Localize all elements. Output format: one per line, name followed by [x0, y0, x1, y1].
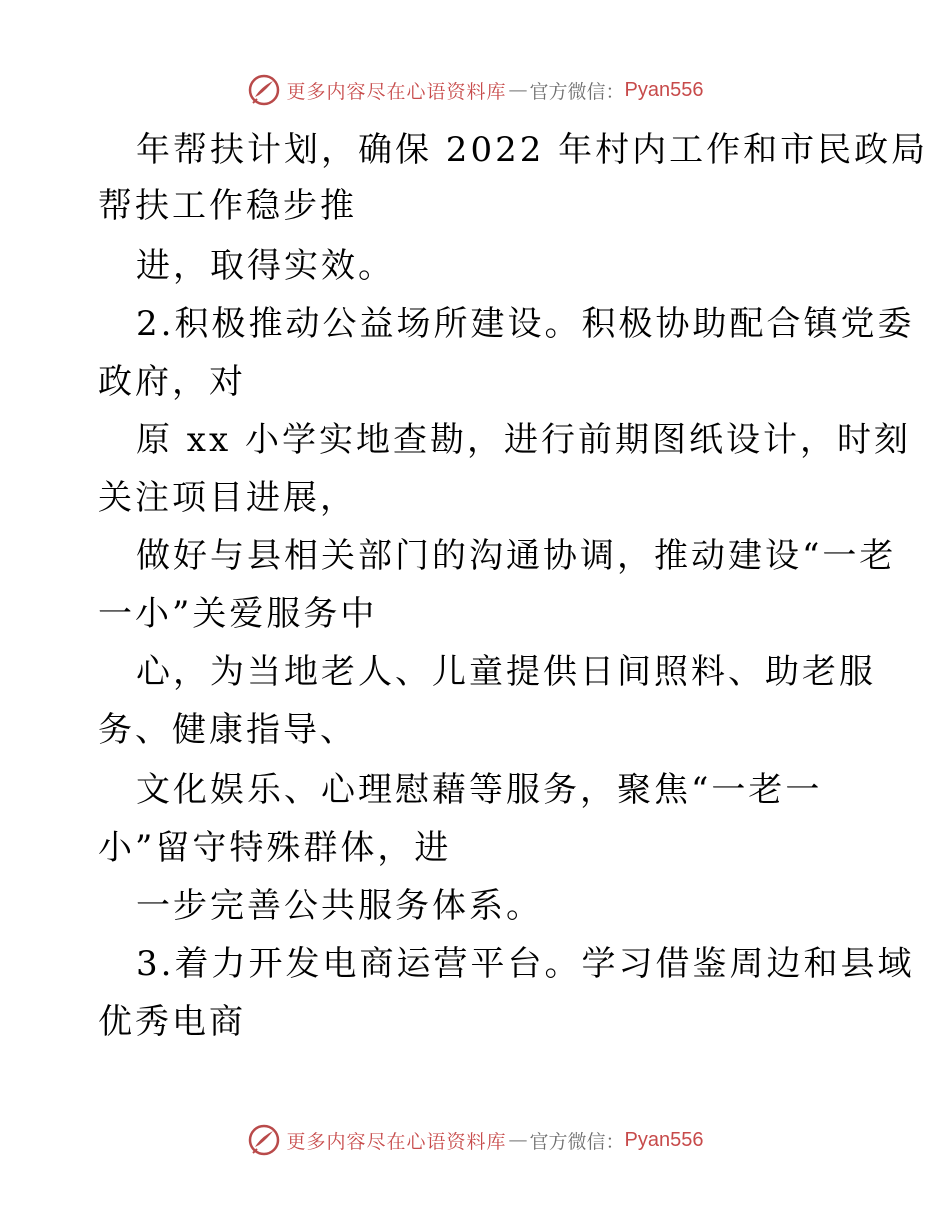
body-line: 小”留守特殊群体，进	[98, 828, 452, 868]
banner-wechat-id: Pyan556	[624, 78, 704, 101]
header-watermark-banner	[0, 70, 950, 110]
body-line: 文化娱乐、心理慰藉等服务，聚焦“一老一	[136, 770, 823, 810]
body-line: 优秀电商	[98, 1002, 246, 1042]
footer-watermark-banner	[0, 1120, 950, 1160]
body-line: 原 xx 小学实地查勘，进行前期图纸设计，时刻	[136, 420, 911, 460]
body-line: 政府，对	[98, 362, 246, 402]
quill-logo-icon	[247, 73, 281, 107]
quill-logo-icon	[247, 1123, 281, 1157]
body-line: 3.着力开发电商运营平台。学习借鉴周边和县域	[136, 944, 915, 984]
body-line: 进，取得实效。	[136, 246, 395, 286]
banner-wechat-id: Pyan556	[624, 1128, 704, 1151]
banner-wechat-label: 官方微信：	[529, 80, 625, 103]
body-line: 一步完善公共服务体系。	[136, 886, 543, 926]
body-line: 帮扶工作稳步推	[98, 186, 357, 226]
banner-dash: —	[508, 1129, 528, 1151]
banner-wechat-label: 官方微信：	[529, 1130, 625, 1153]
body-line: 2.积极推动公益场所建设。积极协助配合镇党委	[136, 304, 915, 344]
banner-text: 更多内容尽在心语资料库	[286, 80, 507, 103]
body-line: 做好与县相关部门的沟通协调，推动建设“一老	[136, 536, 897, 576]
banner-text: 更多内容尽在心语资料库	[286, 1130, 507, 1153]
body-line: 年帮扶计划，确保 2022 年村内工作和市民政局	[136, 130, 929, 170]
body-line: 务、健康指导、	[98, 710, 357, 750]
body-line: 关注项目进展，	[98, 478, 357, 518]
body-line: 心，为当地老人、儿童提供日间照料、助老服	[136, 652, 876, 692]
body-line: 一小”关爱服务中	[98, 594, 378, 634]
banner-dash: —	[508, 79, 528, 101]
